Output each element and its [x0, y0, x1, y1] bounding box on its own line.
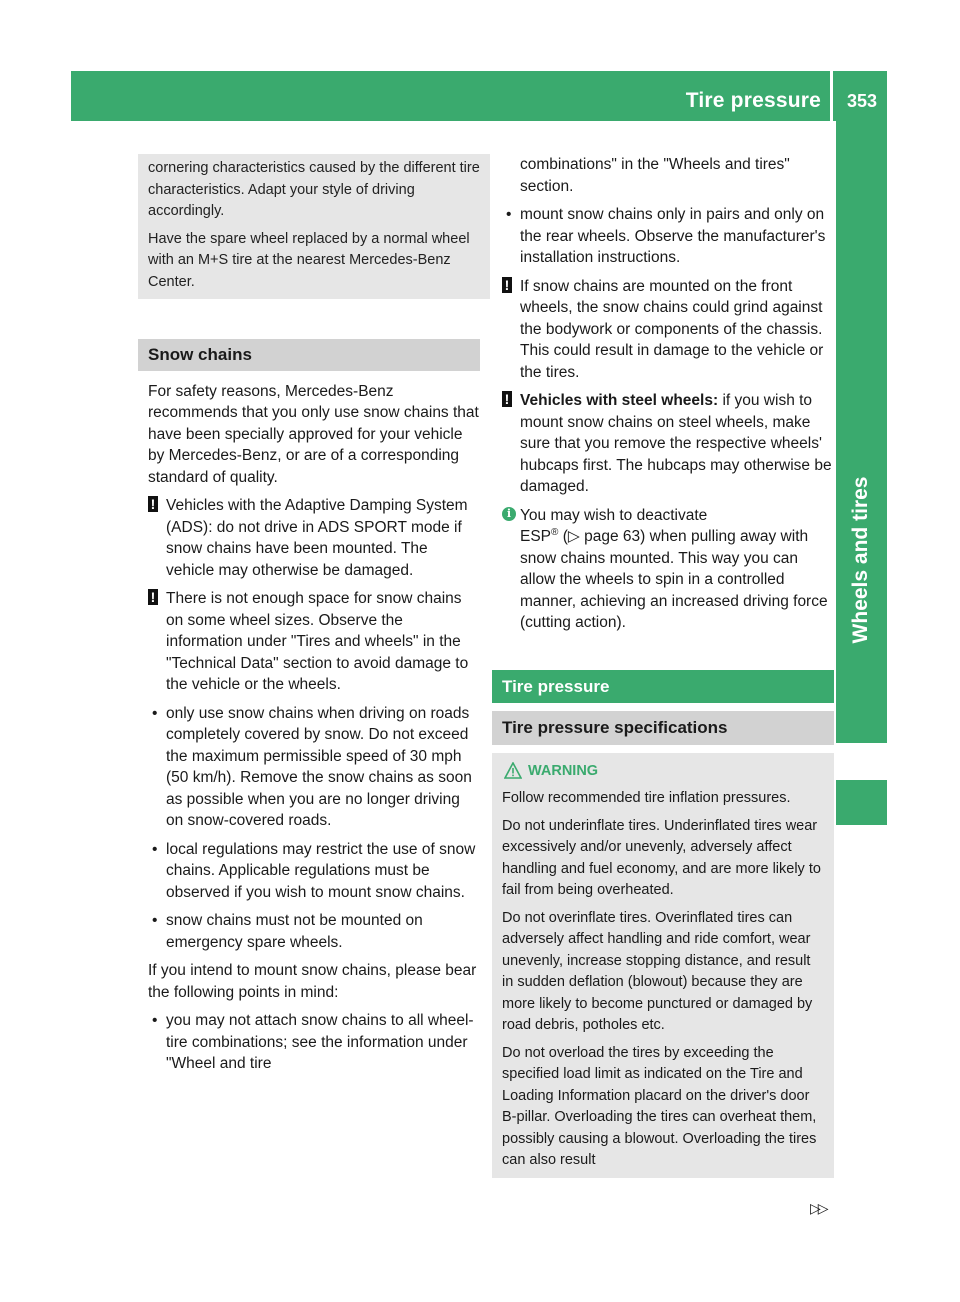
- page-number: 353: [846, 91, 877, 111]
- bullet-icon: •: [506, 206, 512, 223]
- warning-paragraph: Do not overinflate tires. Overinflated tires can adversely affect handling and ride comfort, wear unevenly, increase stopping distance, and result in sudden deflation (blowout) because they are more likely to become punctured or damaged by road debris, potholes etc.: [502, 909, 813, 1033]
- points-intro: If you intend to mount snow chains, please bear the following points in mind:: [148, 962, 477, 1001]
- list-item-text: snow chains must not be mounted on emergency spare wheels.: [166, 912, 423, 951]
- left-column: [148, 154, 480, 1082]
- info-text: You may wish to deactivate: [520, 506, 708, 524]
- notice-text: If snow chains are mounted on the front wheels, the snow chains could grind against the bodywork or components of the chassis. This could result in damage to the vehicle or the tires.: [520, 277, 824, 381]
- warning-title: WARNING: [528, 762, 599, 779]
- warning-paragraph: Do not overload the tires by exceeding the specified load limit as indicated on the Tire and Loading Information placard on the driver's door B-pillar. Overloading the tires can overheat them, possibly causing a blowout. Overloading the tires can also result: [502, 1044, 817, 1168]
- section-heading-snow-chains: Snow chains: [138, 339, 480, 371]
- list-item: [148, 839, 480, 904]
- chapter-marker: [836, 780, 887, 825]
- bullet-icon: •: [152, 1012, 158, 1029]
- notice: [148, 495, 480, 581]
- bullet-icon: •: [152, 704, 158, 722]
- bullet-icon: •: [152, 840, 158, 858]
- list-item-text: local regulations may restrict the use of snow chains. Applicable regulations must be observed if you wish to mount snow chains.: [166, 840, 476, 901]
- registered-mark: ®: [551, 526, 559, 538]
- list-item: [502, 204, 834, 269]
- esp-label: ESP: [520, 528, 552, 545]
- list-item: [148, 910, 480, 953]
- exclamation-notice-icon: !: [148, 589, 158, 605]
- warning-heading: [502, 761, 824, 783]
- notice: [148, 588, 480, 696]
- notice: [502, 390, 834, 498]
- warning-paragraph: Follow recommended tire inflation pressures.: [502, 790, 791, 806]
- header-divider: [830, 71, 833, 121]
- warning-box: [492, 753, 834, 1178]
- notice-bold-lead: Vehicles with steel wheels:: [520, 392, 719, 409]
- exclamation-notice-icon: !: [502, 277, 512, 293]
- chapter-tab: [836, 121, 887, 743]
- list-item: [148, 703, 480, 832]
- section-heading-tire-pressure: Tire pressure: [492, 670, 834, 704]
- notice-text: There is not enough space for snow chains on some wheel sizes. Observe the information under "Tires and wheels" in the "Technical Data" section to avoid damage to the vehicle or the wheels.: [166, 590, 469, 693]
- bullet-icon: •: [152, 912, 158, 929]
- box-paragraph: Have the spare wheel replaced by a normal wheel with an M+S tire at the nearest Mercedes-Benz Center.: [148, 230, 470, 290]
- right-column: [502, 154, 834, 1178]
- chapter-label: Wheels and tires: [849, 476, 872, 644]
- info-note: [502, 505, 834, 634]
- header-bar: [71, 71, 887, 121]
- list-item-text: you may not attach snow chains to all wheel-tire combinations; see the information under "Wheel and tire: [166, 1012, 474, 1072]
- next-page-arrows-icon: ▷▷: [810, 1200, 826, 1216]
- exclamation-notice-icon: !: [502, 391, 512, 407]
- warning-paragraph: Do not underinflate tires. Underinflated tires wear excessively and/or unevenly, adversely affect handling and fuel economy, and are more likely to fail from being overheated.: [502, 817, 821, 898]
- subsection-heading-specifications: Tire pressure specifications: [492, 711, 834, 745]
- intro-paragraph: For safety reasons, Mercedes-Benz recommends that you only use snow chains that have been specially approved for your vehicle by Mercedes-Benz, or are of a corresponding standard of quality.: [148, 382, 479, 486]
- continued-text: combinations" in the "Wheels and tires" section.: [520, 156, 790, 195]
- info-icon: i: [502, 507, 516, 521]
- list-item-text: mount snow chains only in pairs and only on the rear wheels. Observe the manufacturer's installation instructions.: [520, 206, 826, 266]
- page-title: Tire pressure: [685, 89, 821, 112]
- list-item: [148, 1010, 480, 1075]
- exclamation-notice-icon: !: [148, 496, 158, 512]
- notice-text: if you wish to mount snow chains on steel wheels, make sure that you remove the respective wheels' hubcaps first. The hubcaps may otherwise be damaged.: [520, 392, 832, 495]
- info-box: [138, 154, 490, 299]
- list-item-text: only use snow chains when driving on roads completely covered by snow. Do not exceed the maximum permissible speed of 30 mph (50 km/h). Remove the snow chains as soon as possible when you are no longer driving on snow-covered roads.: [166, 704, 472, 829]
- notice: [502, 276, 834, 384]
- box-paragraph: cornering characteristics caused by the different tire characteristics. Adapt your style of driving accordingly.: [148, 160, 480, 219]
- info-text-cont: (▷ page 63) when pulling away with snow chains mounted. This way you can allow the wheels to spin in a controlled manner, achieving an increased driving force (cutting action).: [520, 528, 828, 631]
- warning-triangle-icon: [504, 762, 522, 779]
- notice-text: Vehicles with the Adaptive Damping System (ADS): do not drive in ADS SPORT mode if snow chains have been mounted. The vehicle may otherwise be damaged.: [166, 497, 468, 579]
